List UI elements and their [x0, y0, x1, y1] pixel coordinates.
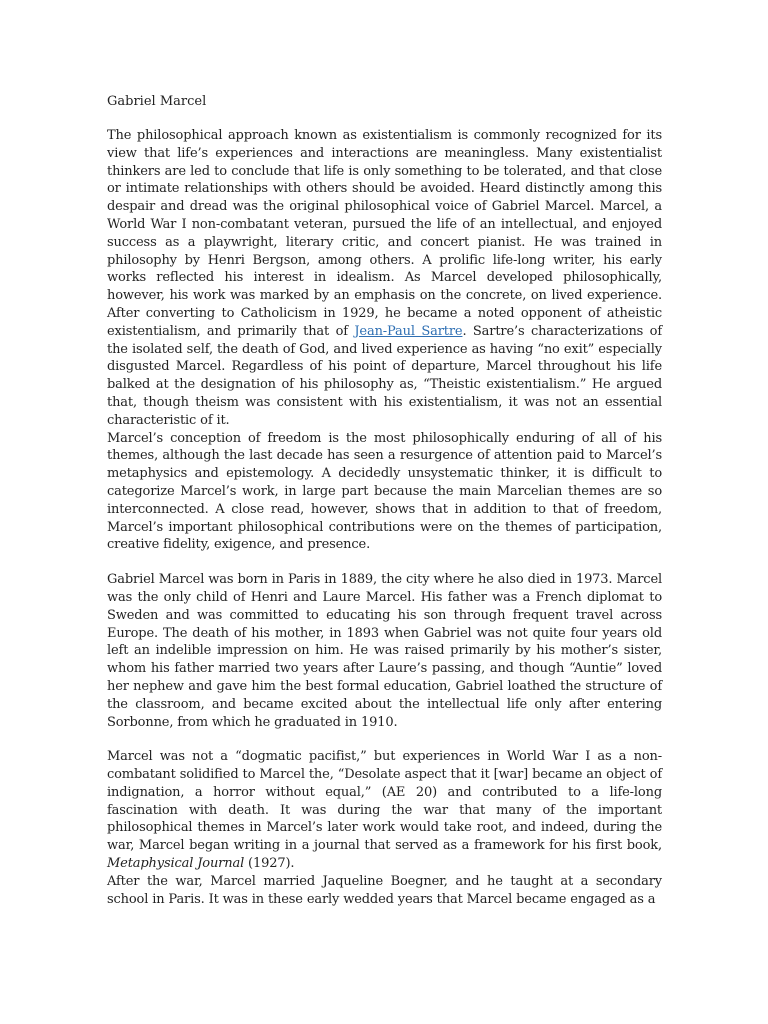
- paragraph-war-text-a: Marcel was not a “dogmatic pacifist,” but experiences in World War I as a non-combatant solidified to Marcel the, “Desolate aspect that it [war] became an object of indignation, a horror without equal,” (AE 20) and contributed to a life-long fascination with death. It was during the war that many of the important philosophical themes in Marcel’s later work would take root, and indeed, during the war, Marcel began writing in a journal that served as a framework for his first book,: [107, 749, 662, 854]
- paragraph-gap: [107, 731, 662, 748]
- paragraph-after-war: After the war, Marcel married Jaqueline Boegner, and he taught at a secondary school in Paris. It was in these early wedded years that Marcel became engaged as a: [107, 873, 662, 907]
- book-title-metaphysical-journal: Metaphysical Journal: [107, 856, 245, 872]
- document-title: Gabriel Marcel: [107, 94, 207, 109]
- paragraph-war: [107, 748, 662, 873]
- paragraph-war-text-b: (1927).: [244, 856, 295, 872]
- sartre-link[interactable]: Jean-Paul Sartre: [354, 323, 463, 339]
- paragraph-freedom: Marcel’s conception of freedom is the most philosophically enduring of all of his themes, although the last decade has seen a resurgence of attention paid to Marcel’s metaphysics and epistemology. A decidedly unsystematic thinker, it is difficult to categorize Marcel’s work, in large part because the main Marcelian themes are so interconnected. A close read, however, shows that in addition to that of freedom, Marcel’s important philosophical contributions were on the themes of participation, creative fidelity, exigence, and presence.: [107, 430, 662, 553]
- paragraph-intro-text-a: The philosophical approach known as existentialism is commonly recognized for its view that life’s experiences and interactions are meaningless. Many existentialist thinkers are led to conclude that life is only something to be tolerated, and that close or intimate relationships with others should be avoided. Heard distinctly among this despair and dread was the original philosophical voice of Gabriel Marcel. Marcel, a World War I non-combatant veteran, pursued the life of an intellectual, and enjoyed success as a playwright, literary critic, and concert pianist. He was trained in philosophy by Henri Bergson, among others. A prolific life-long writer, his early works reflected his interest in idealism. As Marcel developed philosophically, however, his work was marked by an emphasis on the concrete, on lived experience. After converting to Catholicism in 1929, he became a noted opponent of atheistic existentialism, and primarily that of: [107, 128, 662, 339]
- paragraph-intro: [107, 127, 662, 430]
- paragraph-intro-text-b: . Sartre’s characterizations of the isolated self, the death of God, and lived experience as having “no exit” especially disgusted Marcel. Regardless of his point of departure, Marcel throughout his life balked at the designation of his philosophy as, “Theistic existentialism.” He argued that, though theism was consistent with his existentialism, it was not an essential characteristic of it.: [107, 323, 662, 428]
- paragraph-gap: [107, 554, 662, 571]
- paragraph-biography: Gabriel Marcel was born in Paris in 1889, the city where he also died in 1973. Marcel was the only child of Henri and Laure Marcel. His father was a French diplomat to Sweden and was committed to educating his son through frequent travel across Europe. The death of his mother, in 1893 when Gabriel was not quite four years old left an indelible impression on him. He was raised primarily by his mother’s sister, whom his father married two years after Laure’s passing, and though “Auntie” loved her nephew and gave him the best formal education, Gabriel loathed the structure of the classroom, and became excited about the intellectual life only after entering Sorbonne, from which he graduated in 1910.: [107, 572, 662, 730]
